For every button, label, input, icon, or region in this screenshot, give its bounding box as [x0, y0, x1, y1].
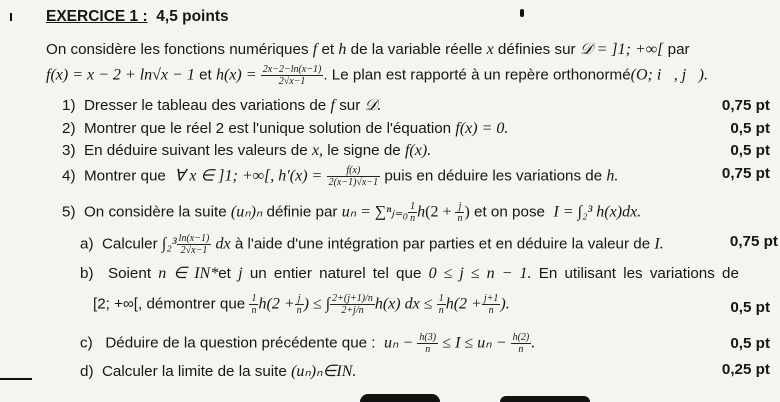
question-3: 3) En déduire suivant les valeurs de x, le signe de f(x). — [62, 142, 432, 159]
question-1-points: 0,75 pt — [721, 97, 770, 114]
scan-dot — [520, 9, 524, 17]
exercise-label: EXERCICE 1 : — [46, 8, 148, 25]
question-5: 5) On considère la suite (uₙ)ₙ définie par uₙ = ∑ⁿⱼ₌₀ $\frac{1}{n}$ h(2 + $\frac{j}{n}$ ) et on pose I = ∫₂³ h(x)dx. — [62, 201, 642, 224]
question-2-points: 0,5 pt — [730, 120, 770, 137]
subquestion-b-line-2: [2; +∞[, démontrer que $\frac{1}{n}$ h(2 + $\frac{j}{n}$ ) ≤ ∫ $\frac{2+(j+1)/n}{2+j/n}$ h(x) dx ≤ $\frac{1}{n}$ h(2 + $\frac{j+1}{n}$ ). — [93, 293, 510, 316]
question-2: 2) Montrer que le réel 2 est l'unique solution de l'équation f(x) = 0. — [62, 120, 509, 137]
exercise-points: 4,5 points — [156, 8, 229, 25]
subquestion-a: a) Calculer ∫₂³ $\frac{\ln(x-1)}{2√x-1}$ dx à l'aide d'une intégration par parties et en déduire la valeur de I. — [80, 233, 664, 256]
subquestion-c: c) Déduire de la question précédente que : uₙ − $\frac{h(3)}{n}$ ≤ I ≤ uₙ − $\frac{h(2)}{n}$ . — [80, 332, 536, 355]
subquestion-a-points: 0,75 pt — [729, 233, 778, 250]
question-3-points: 0,5 pt — [730, 142, 770, 159]
intro-line-1: On considère les fonctions numériques f et h de la variable réelle x définies sur 𝒟 = ]1; +∞[ par — [46, 41, 690, 58]
integrand-fraction: $\frac{\ln(x-1)}{2√x-1}$ — [178, 233, 210, 256]
h-prime-fraction: $\frac{f(x)}{2(x-1)√x-1}$ — [328, 165, 379, 188]
exercise-title — [46, 8, 229, 26]
subquestion-b-line-1: b) Soient n ∈ IN*et j un entier naturel tel que 0 ≤ j ≤ n − 1. En utilisant les variations de — [80, 265, 739, 282]
question-4: 4) Montrer que ∀ x ∈ ]1; +∞[, h′(x) = $\frac{f(x)}{2(x-1)√x-1}$ puis en déduire les variations de h. — [62, 165, 619, 188]
intro-line-2: f(x) = x − 2 + ln√x − 1 et h(x) = $\frac{2x-2-\ln(x-1)}{2√x-1}$ . Le plan est rapporté à un repère orthonormé(O; i⃗, j⃗). — [46, 64, 708, 87]
scan-line — [0, 378, 32, 380]
subquestion-c-points: 0,5 pt — [730, 335, 770, 352]
question-1: 1) Dresser le tableau des variations de f sur 𝒟. — [62, 97, 382, 114]
scan-blob — [360, 394, 440, 402]
scan-mark-left — [10, 13, 12, 21]
subquestion-d: d) Calculer la limite de la suite (uₙ)ₙ∈IN. — [80, 363, 357, 380]
subquestion-b-points: 0,5 pt — [730, 299, 770, 316]
subquestion-d-points: 0,25 pt — [721, 361, 770, 378]
scan-blob-2 — [500, 396, 590, 402]
h-fraction: $\frac{2x-2-\ln(x-1)}{2√x-1}$ — [262, 64, 322, 87]
f-definition: f(x) = x − 2 + ln√x − 1 — [46, 66, 195, 84]
question-4-points: 0,75 pt — [721, 165, 770, 182]
